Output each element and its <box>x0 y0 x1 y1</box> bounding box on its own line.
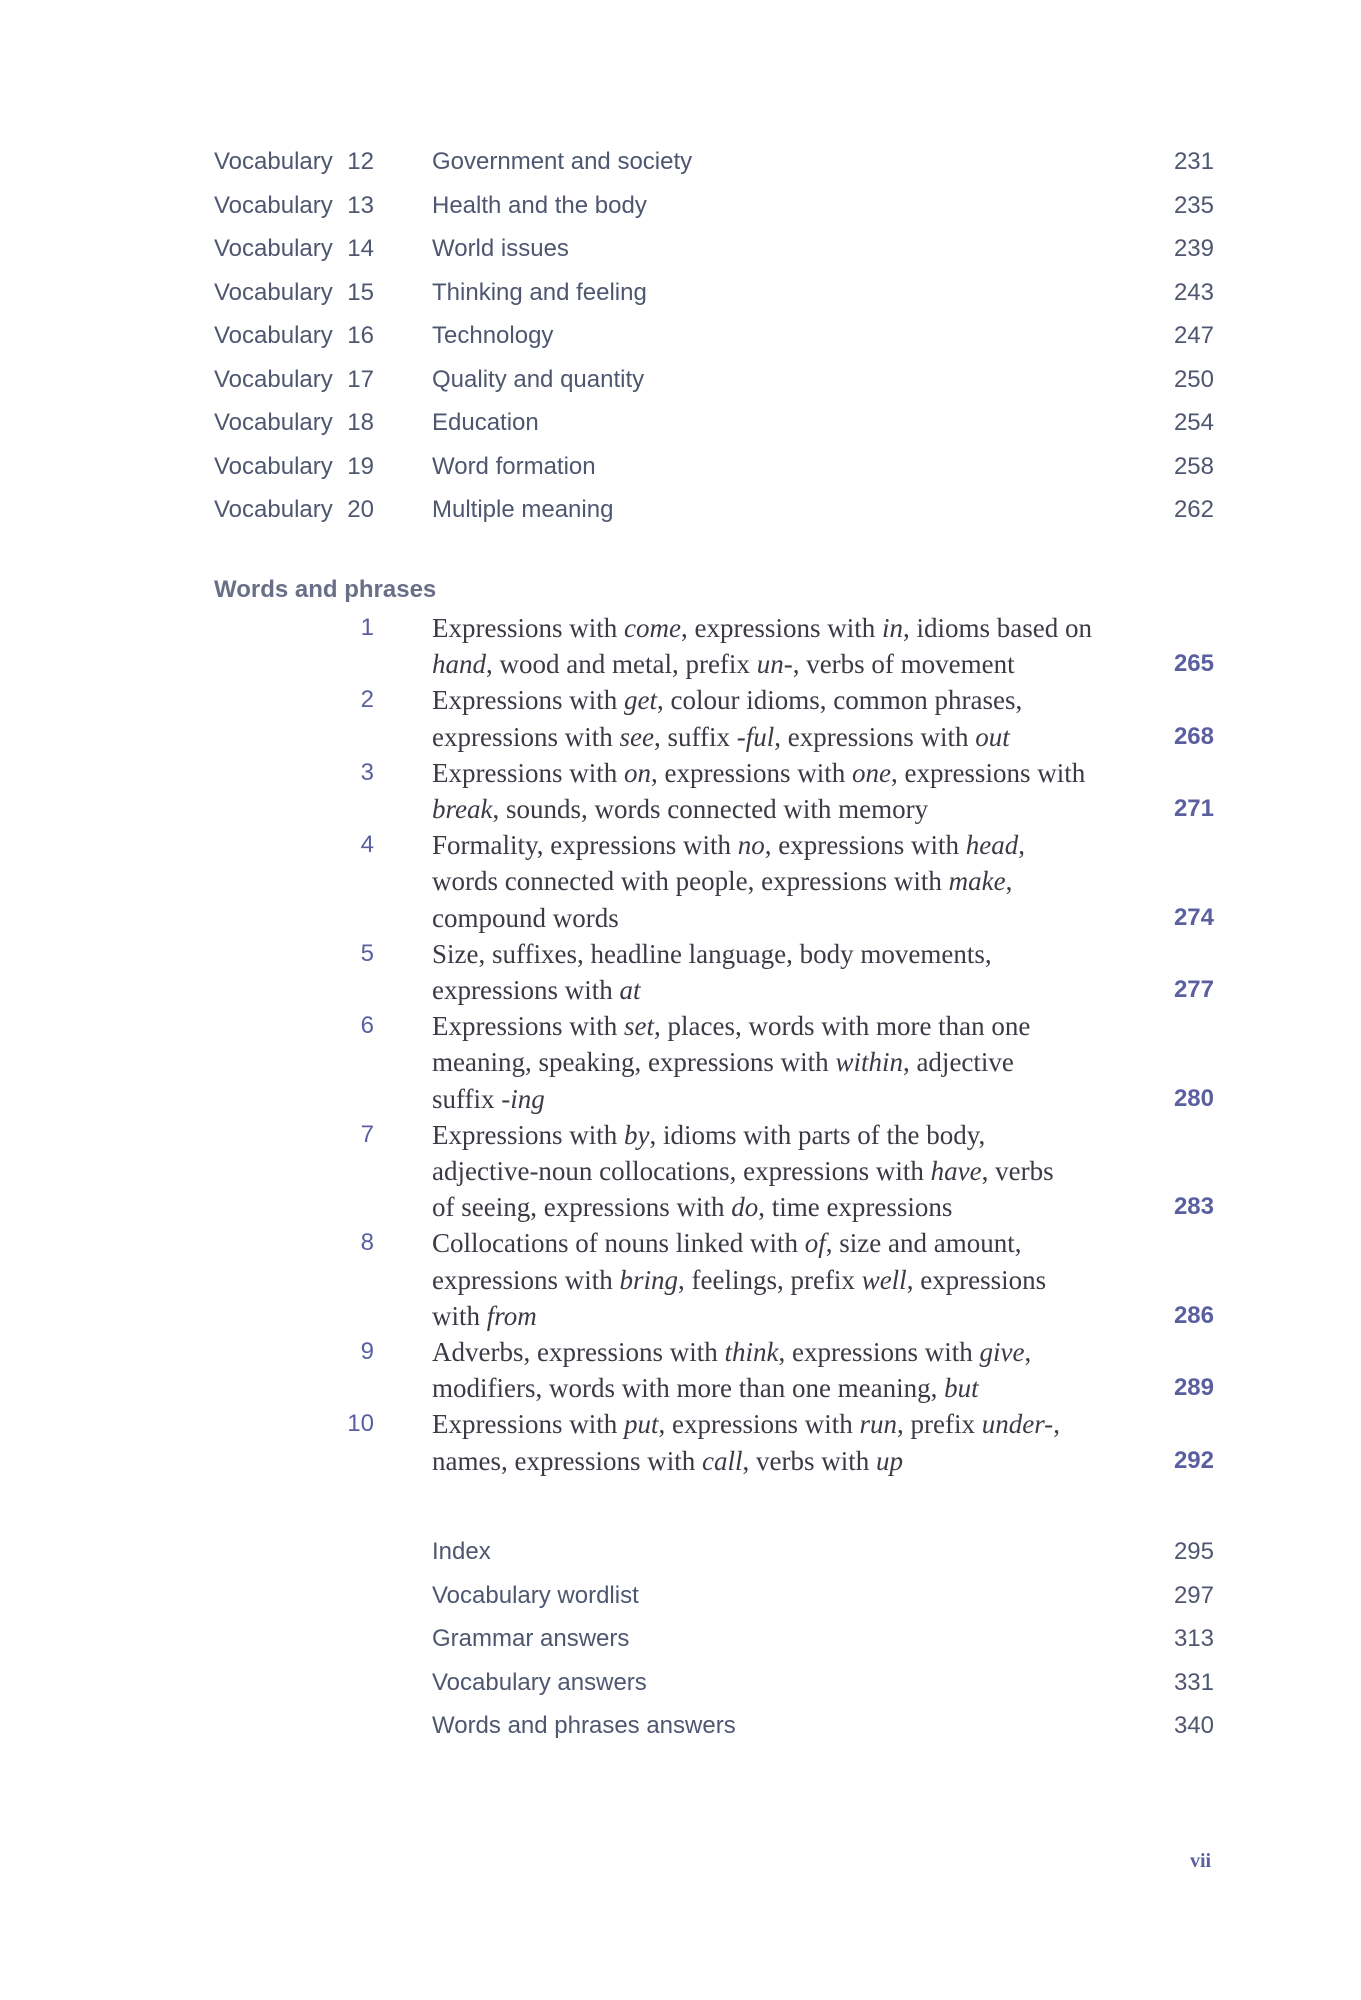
page-number: 289 <box>1173 1374 1214 1402</box>
unit-label: Vocabulary <box>214 191 333 219</box>
page-number: 239 <box>1173 235 1214 262</box>
unit-number: 14 <box>347 235 374 262</box>
unit-topic: Quality and quantity <box>432 365 645 393</box>
unit-number: 6 <box>360 1012 374 1040</box>
page-number: 243 <box>1173 278 1214 306</box>
toc-row-vocabulary[interactable] <box>214 358 1214 402</box>
page-number: 235 <box>1173 191 1214 219</box>
words-and-phrases-list <box>214 610 1214 1479</box>
unit-number: 4 <box>360 831 374 859</box>
unit-description: Formality, expressions with no, expressions with head, words connected with people, expressions with make, compound words <box>432 830 1025 933</box>
unit-description: Collocations of nouns linked with of, size and amount, expressions with bring, feelings, prefix well, expressions with from <box>432 1228 1047 1331</box>
unit-number: 1 <box>360 614 374 641</box>
toc-row-words-and-phrases[interactable] <box>214 1334 1214 1406</box>
page-number: 280 <box>1173 1084 1214 1112</box>
page-number: 283 <box>1173 1193 1214 1221</box>
toc-row-vocabulary[interactable] <box>214 445 1214 489</box>
page-number: 297 <box>1173 1581 1214 1609</box>
unit-number: 19 <box>347 452 374 480</box>
toc-row-words-and-phrases[interactable] <box>214 936 1214 1008</box>
section-title: Vocabulary wordlist <box>432 1581 639 1609</box>
unit-number: 12 <box>347 148 374 175</box>
unit-label: Vocabulary <box>214 278 333 306</box>
page-number: 331 <box>1173 1668 1214 1696</box>
unit-label: Vocabulary <box>214 496 333 523</box>
page-number: 250 <box>1173 365 1214 393</box>
unit-topic: Word formation <box>432 452 596 480</box>
unit-topic: World issues <box>432 235 569 262</box>
unit-description: Expressions with get, colour idioms, common phrases, expressions with see, suffix -ful, expressions with out <box>432 685 1023 752</box>
unit-number: 15 <box>347 278 374 306</box>
unit-number: 7 <box>360 1120 374 1148</box>
section-title: Index <box>432 1538 491 1565</box>
toc-row-words-and-phrases[interactable] <box>214 755 1214 827</box>
section-title: Grammar answers <box>432 1625 630 1652</box>
page-number: 286 <box>1173 1302 1214 1330</box>
page-number: 292 <box>1173 1446 1214 1474</box>
toc-row-vocabulary[interactable] <box>214 314 1214 358</box>
unit-number: 3 <box>360 758 374 786</box>
back-matter-list <box>214 1530 1214 1748</box>
page-number: 313 <box>1173 1625 1214 1652</box>
toc-row-words-and-phrases[interactable] <box>214 827 1214 936</box>
toc-row-back-matter[interactable] <box>214 1574 1214 1618</box>
unit-number: 18 <box>347 409 374 436</box>
toc-row-back-matter[interactable] <box>214 1704 1214 1748</box>
unit-number: 8 <box>360 1229 374 1257</box>
unit-description: Expressions with on, expressions with one, expressions with break, sounds, words connected with memory <box>432 757 1086 825</box>
page-number: 274 <box>1173 903 1214 931</box>
page-number: 295 <box>1173 1538 1214 1565</box>
page-folio: vii <box>1190 1850 1212 1872</box>
unit-topic: Thinking and feeling <box>432 278 647 306</box>
page-number: 258 <box>1173 452 1214 480</box>
unit-number: 10 <box>347 1410 374 1438</box>
unit-description: Expressions with come, expressions with in, idioms based on hand, wood and metal, prefix un-, verbs of movement <box>432 613 1092 680</box>
toc-row-vocabulary[interactable] <box>214 271 1214 315</box>
page-number: 262 <box>1173 496 1214 523</box>
unit-number: 2 <box>360 686 374 714</box>
toc-row-words-and-phrases[interactable] <box>214 682 1214 754</box>
unit-description: Expressions with put, expressions with run, prefix under-, names, expressions with call, verbs with up <box>432 1409 1060 1476</box>
unit-label: Vocabulary <box>214 148 333 175</box>
unit-topic: Education <box>432 409 539 436</box>
unit-number: 13 <box>347 191 374 219</box>
unit-number: 17 <box>347 365 374 393</box>
toc-row-words-and-phrases[interactable] <box>214 1225 1214 1334</box>
unit-description: Size, suffixes, headline language, body movements, expressions with at <box>432 938 992 1006</box>
unit-label: Vocabulary <box>214 322 333 349</box>
toc-row-words-and-phrases[interactable] <box>214 1008 1214 1117</box>
unit-number: 16 <box>347 322 374 349</box>
unit-label: Vocabulary <box>214 409 333 436</box>
unit-number: 20 <box>347 496 374 523</box>
toc-row-vocabulary[interactable] <box>214 401 1214 445</box>
toc-row-vocabulary[interactable] <box>214 227 1214 271</box>
page-number: 254 <box>1173 409 1214 436</box>
words-and-phrases-heading: Words and phrases <box>214 576 437 603</box>
unit-label: Vocabulary <box>214 235 333 262</box>
toc-row-back-matter[interactable] <box>214 1530 1214 1574</box>
toc-row-vocabulary[interactable] <box>214 140 1214 184</box>
unit-description: Expressions with set, places, words with more than one meaning, speaking, expressions with within, adjective suffix -ing <box>432 1011 1031 1114</box>
page-number: 340 <box>1173 1712 1214 1739</box>
toc-row-words-and-phrases[interactable] <box>214 610 1214 682</box>
section-title: Words and phrases answers <box>432 1712 736 1739</box>
unit-topic: Government and society <box>432 148 693 175</box>
page-number: 271 <box>1173 795 1214 823</box>
toc-row-words-and-phrases[interactable] <box>214 1406 1214 1478</box>
page-number: 247 <box>1173 322 1214 349</box>
unit-topic: Technology <box>432 322 554 349</box>
vocabulary-list <box>214 140 1214 532</box>
toc-row-back-matter[interactable] <box>214 1661 1214 1705</box>
toc-row-words-and-phrases[interactable] <box>214 1117 1214 1226</box>
page-number: 268 <box>1173 722 1214 750</box>
page-number: 231 <box>1173 148 1214 175</box>
page-number: 265 <box>1173 650 1214 678</box>
unit-number: 9 <box>360 1338 374 1366</box>
unit-number: 5 <box>360 939 374 967</box>
toc-row-vocabulary[interactable] <box>214 184 1214 228</box>
toc-row-back-matter[interactable] <box>214 1617 1214 1661</box>
section-title: Vocabulary answers <box>432 1668 647 1696</box>
unit-description: Expressions with by, idioms with parts of the body, adjective-noun collocations, expressions with have, verbs of seeing, expressions with do, time expressions <box>432 1119 1054 1223</box>
unit-description: Adverbs, expressions with think, expressions with give, modifiers, words with more than one meaning, but <box>432 1337 1032 1404</box>
unit-label: Vocabulary <box>214 452 333 480</box>
unit-topic: Multiple meaning <box>432 496 614 523</box>
unit-topic: Health and the body <box>432 191 647 219</box>
toc-row-vocabulary[interactable] <box>214 488 1214 532</box>
page-number: 277 <box>1173 976 1214 1004</box>
unit-label: Vocabulary <box>214 365 333 393</box>
